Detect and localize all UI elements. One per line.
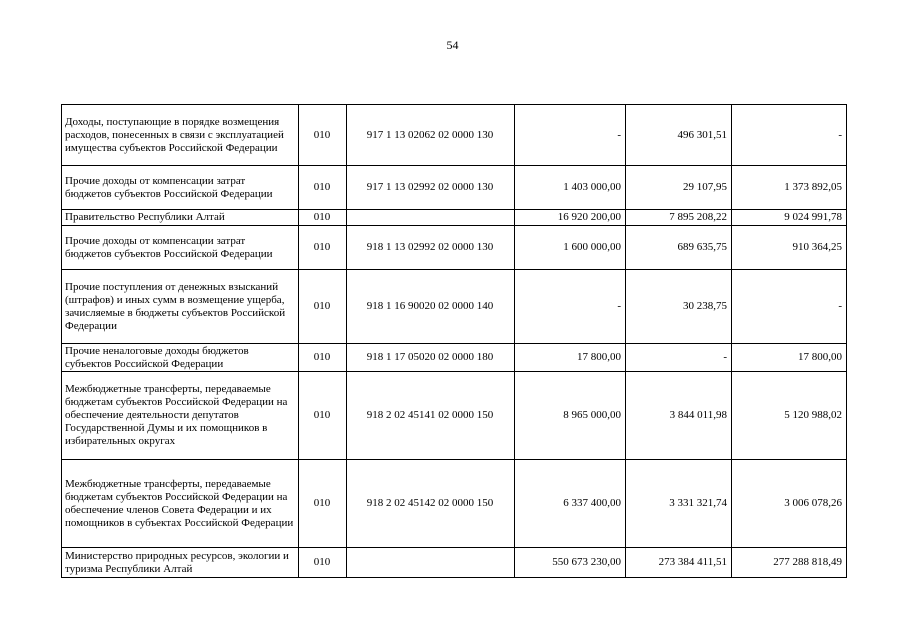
row-executed-cell: 7 895 208,22 [626, 210, 732, 226]
revenue-table [61, 104, 847, 578]
row-unexecuted-cell: 5 120 988,02 [732, 372, 847, 460]
row-approved-cell: 17 800,00 [515, 344, 626, 372]
row-name-cell: Министерство природных ресурсов, экологии и туризма Республики Алтай [62, 548, 299, 578]
row-code-cell: 010 [299, 210, 347, 226]
row-code-cell: 010 [299, 372, 347, 460]
row-executed-cell: - [626, 344, 732, 372]
row-unexecuted-cell: 910 364,25 [732, 226, 847, 270]
row-executed-cell: 273 384 411,51 [626, 548, 732, 578]
row-unexecuted-cell: 17 800,00 [732, 344, 847, 372]
row-kbk-cell: 918 2 02 45142 02 0000 150 [347, 460, 515, 548]
row-code-cell: 010 [299, 548, 347, 578]
row-kbk-cell: 918 2 02 45141 02 0000 150 [347, 372, 515, 460]
row-approved-cell: 1 403 000,00 [515, 166, 626, 210]
row-code-cell: 010 [299, 166, 347, 210]
row-code-cell: 010 [299, 460, 347, 548]
row-code-cell: 010 [299, 344, 347, 372]
row-name-cell: Межбюджетные трансферты, передаваемые бюджетам субъектов Российской Федерации на обеспечение членов Совета Федерации и их помощников в субъектах Российской Федерации [62, 460, 299, 548]
row-kbk-cell: 917 1 13 02062 02 0000 130 [347, 105, 515, 166]
table-body [62, 105, 847, 578]
row-name-cell: Правительство Республики Алтай [62, 210, 299, 226]
row-code-cell: 010 [299, 105, 347, 166]
row-code-cell: 010 [299, 226, 347, 270]
row-kbk-cell: 918 1 13 02992 02 0000 130 [347, 226, 515, 270]
row-unexecuted-cell: 3 006 078,26 [732, 460, 847, 548]
row-approved-cell: 1 600 000,00 [515, 226, 626, 270]
row-name-cell: Прочие доходы от компенсации затрат бюджетов субъектов Российской Федерации [62, 166, 299, 210]
row-kbk-cell [347, 210, 515, 226]
row-approved-cell: 6 337 400,00 [515, 460, 626, 548]
table-row [62, 105, 847, 166]
row-unexecuted-cell: - [732, 270, 847, 344]
table-row [62, 226, 847, 270]
table-row [62, 166, 847, 210]
row-executed-cell: 30 238,75 [626, 270, 732, 344]
row-kbk-cell [347, 548, 515, 578]
row-code-cell: 010 [299, 270, 347, 344]
row-unexecuted-cell: 9 024 991,78 [732, 210, 847, 226]
row-approved-cell: - [515, 270, 626, 344]
row-name-cell: Прочие доходы от компенсации затрат бюджетов субъектов Российской Федерации [62, 226, 299, 270]
row-kbk-cell: 917 1 13 02992 02 0000 130 [347, 166, 515, 210]
row-executed-cell: 29 107,95 [626, 166, 732, 210]
row-executed-cell: 496 301,51 [626, 105, 732, 166]
row-name-cell: Прочие поступления от денежных взысканий (штрафов) и иных сумм в возмещение ущерба, зачисляемые в бюджеты субъектов Российской Федерации [62, 270, 299, 344]
table-row [62, 548, 847, 578]
row-executed-cell: 689 635,75 [626, 226, 732, 270]
table-row [62, 460, 847, 548]
row-unexecuted-cell: 277 288 818,49 [732, 548, 847, 578]
table-row [62, 210, 847, 226]
row-name-cell: Прочие неналоговые доходы бюджетов субъектов Российской Федерации [62, 344, 299, 372]
row-executed-cell: 3 331 321,74 [626, 460, 732, 548]
row-name-cell: Межбюджетные трансферты, передаваемые бюджетам субъектов Российской Федерации на обеспечение деятельности депутатов Государственной Думы и их помощников в избирательных округах [62, 372, 299, 460]
row-kbk-cell: 918 1 17 05020 02 0000 180 [347, 344, 515, 372]
row-approved-cell: - [515, 105, 626, 166]
row-executed-cell: 3 844 011,98 [626, 372, 732, 460]
row-approved-cell: 8 965 000,00 [515, 372, 626, 460]
table-row [62, 344, 847, 372]
table-row [62, 270, 847, 344]
row-unexecuted-cell: 1 373 892,05 [732, 166, 847, 210]
row-unexecuted-cell: - [732, 105, 847, 166]
table-row [62, 372, 847, 460]
row-approved-cell: 16 920 200,00 [515, 210, 626, 226]
page-number: 54 [446, 38, 459, 52]
row-name-cell: Доходы, поступающие в порядке возмещения расходов, понесенных в связи с эксплуатацией имущества субъектов Российской Федерации [62, 105, 299, 166]
row-approved-cell: 550 673 230,00 [515, 548, 626, 578]
row-kbk-cell: 918 1 16 90020 02 0000 140 [347, 270, 515, 344]
